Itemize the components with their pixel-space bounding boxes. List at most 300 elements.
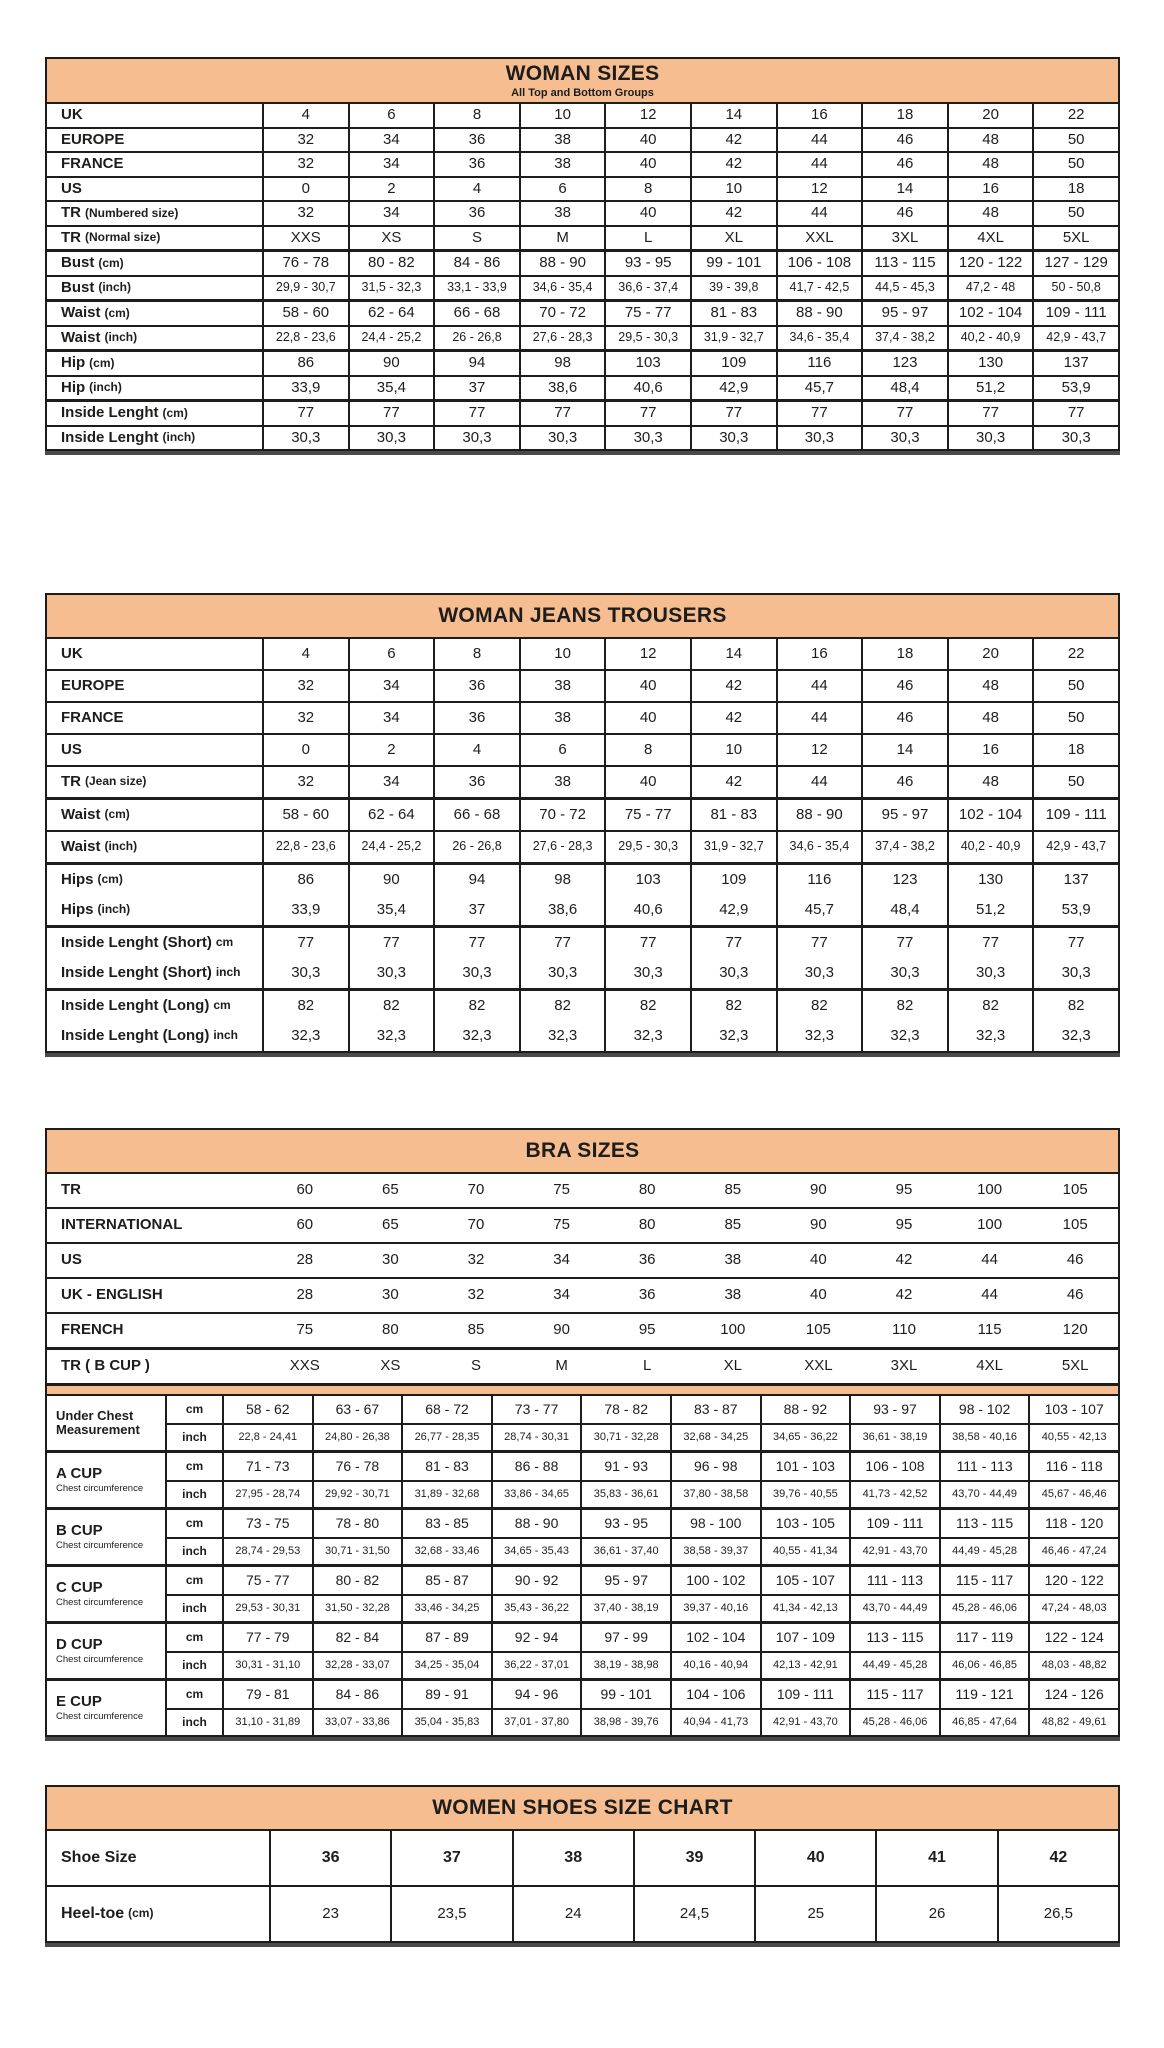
size-cell: 116 (776, 352, 862, 375)
size-cell: 50 (1032, 129, 1118, 152)
size-cell: 36 (638, 1286, 656, 1304)
measurement-cell: 38,98 - 39,76 (580, 1708, 670, 1735)
size-cell: 27,6 - 28,3 (519, 832, 605, 862)
row-label-text: TR (61, 228, 81, 246)
size-cell: 38 (512, 1831, 633, 1885)
measurement-cell: 103 - 107 (1028, 1396, 1118, 1423)
measurement-cell: 78 - 82 (580, 1396, 670, 1423)
size-cell: 18 (1032, 178, 1118, 201)
size-cell: 50 (1032, 703, 1118, 733)
size-cell: 4XL (976, 1357, 1003, 1375)
measurement-cell: 87 - 89 (401, 1624, 491, 1651)
size-cell: 32,3 (690, 1021, 776, 1051)
size-cell: 38 (519, 153, 605, 176)
size-cell: 30 (382, 1286, 399, 1304)
size-cell: 109 (690, 352, 776, 375)
size-cell: 36 (433, 202, 519, 225)
size-cell: 48 (947, 703, 1033, 733)
row-label (47, 832, 262, 862)
size-cell: 77 (1032, 928, 1118, 958)
size-cell: 42 (690, 767, 776, 797)
measurement-cell: 97 - 99 (580, 1624, 670, 1651)
row-label-text: Bust (61, 278, 95, 296)
bra-cup-measurements (47, 1396, 1118, 1735)
size-cell: 106 - 108 (776, 252, 862, 275)
size-cell: 12 (604, 104, 690, 127)
size-cell: 77 (348, 402, 434, 425)
size-cell: 40 (604, 703, 690, 733)
size-cell: 28 (296, 1286, 314, 1304)
size-cell: 32,3 (433, 1021, 519, 1051)
size-cell: 39 (633, 1831, 754, 1885)
size-cell: 42 (690, 202, 776, 225)
measurement-cell: 46,46 - 47,24 (1028, 1537, 1118, 1564)
size-cell: 10 (519, 639, 605, 669)
bra-cup-group (47, 1450, 1118, 1507)
unit-label: inch (165, 1423, 222, 1450)
size-cell: 42 (690, 129, 776, 152)
measurement-cell: 33,46 - 34,25 (401, 1594, 491, 1621)
size-cell: 32,3 (262, 1021, 348, 1051)
row-label-unit: (cm) (104, 807, 130, 822)
size-cell: 77 (776, 928, 862, 958)
cup-label-subtext: Chest circumference (56, 1710, 144, 1722)
measurement-cell: 39,37 - 40,16 (670, 1594, 760, 1621)
size-cell: 30,3 (690, 958, 776, 988)
size-cell: 77 (604, 928, 690, 958)
row-label-text: Bust (61, 254, 95, 271)
size-cell: 70 (467, 1181, 485, 1199)
size-cell: 36 (433, 703, 519, 733)
measurement-cell: 42,13 - 42,91 (760, 1651, 850, 1678)
size-cell: 100 (977, 1181, 1003, 1199)
table-row (47, 925, 1118, 958)
size-cell: 95 - 97 (861, 800, 947, 830)
measurement-cell: 32,68 - 34,25 (670, 1423, 760, 1450)
size-cell: 22 (1032, 104, 1118, 127)
size-cell: 109 (690, 865, 776, 895)
row-label (47, 402, 262, 425)
row-label-unit: (cm) (162, 405, 188, 420)
size-cell: 27,6 - 28,3 (519, 327, 605, 350)
size-cell: 110 (892, 1321, 916, 1339)
size-cell: 47,2 - 48 (947, 277, 1033, 300)
size-cell: 12 (776, 178, 862, 201)
table-row (47, 988, 1118, 1021)
row-label (47, 1831, 269, 1885)
size-cell: 86 (262, 865, 348, 895)
cup-label-text: B CUP (56, 1522, 103, 1540)
row-label (47, 1887, 269, 1941)
size-cell: 66 - 68 (433, 800, 519, 830)
size-cell: 20 (947, 104, 1033, 127)
size-cell: 10 (690, 178, 776, 201)
size-cell: 60 (296, 1181, 314, 1199)
size-cell: 34 (553, 1286, 570, 1304)
table-row (47, 1831, 1118, 1885)
size-cell: 8 (433, 639, 519, 669)
size-cell: 37,4 - 38,2 (861, 832, 947, 862)
table-row (47, 399, 1118, 425)
size-cell: 77 (1032, 402, 1118, 425)
measurement-cell: 34,25 - 35,04 (401, 1651, 491, 1678)
table-row (47, 325, 1118, 350)
bra-cup-group (47, 1507, 1118, 1564)
measurement-cell: 102 - 104 (670, 1624, 760, 1651)
measurement-cell: 122 - 124 (1028, 1624, 1118, 1651)
size-cell: 34 (348, 671, 434, 701)
row-label-text: Waist (61, 328, 101, 346)
size-cell: 5XL (1061, 1357, 1089, 1375)
size-cell: 30,3 (519, 958, 605, 988)
row-label (47, 1314, 262, 1347)
size-cell: 50 (1032, 767, 1118, 797)
shoes-size-rows (47, 1831, 1118, 1941)
measurement-cell: 71 - 73 (222, 1453, 312, 1480)
row-label (47, 352, 262, 375)
measurement-cell: 34,65 - 36,22 (760, 1423, 850, 1450)
measurement-cell: 84 - 86 (312, 1681, 402, 1708)
size-cell: 38 (519, 129, 605, 152)
measurement-cell: 39,76 - 40,55 (760, 1480, 850, 1507)
size-cell: 42 (690, 671, 776, 701)
size-cell: 77 (604, 402, 690, 425)
measurement-cell: 28,74 - 30,31 (491, 1423, 581, 1450)
measurement-cell: 75 - 77 (222, 1567, 312, 1594)
size-cell: 90 (348, 865, 434, 895)
measurement-cell: 29,53 - 30,31 (222, 1594, 312, 1621)
row-label (47, 327, 262, 350)
size-cell: 34,6 - 35,4 (776, 327, 862, 350)
table-row (47, 225, 1118, 250)
measurement-cell: 30,71 - 32,28 (580, 1423, 670, 1450)
row-label-text: Hip (61, 354, 86, 371)
cup-label (47, 1510, 165, 1564)
measurement-cell: 44,49 - 45,28 (939, 1537, 1029, 1564)
size-cell: 123 (861, 865, 947, 895)
row-label-text: Waist (61, 304, 101, 321)
size-cell: 77 (861, 402, 947, 425)
table-row (47, 830, 1118, 862)
measurement-cell: 33,86 - 34,65 (491, 1480, 581, 1507)
measurement-cell: 26,77 - 28,35 (401, 1423, 491, 1450)
size-cell: 35,4 (348, 895, 434, 925)
size-cell: 32 (262, 703, 348, 733)
row-label-text: Waist (61, 805, 101, 823)
size-cell: 103 (604, 865, 690, 895)
measurement-cell: 44,49 - 45,28 (849, 1651, 939, 1678)
size-cell: 46 (1066, 1286, 1084, 1304)
row-label (47, 991, 262, 1021)
size-cell: 60 (296, 1216, 314, 1234)
size-cell: 50 - 50,8 (1032, 277, 1118, 300)
row-label (47, 104, 262, 127)
row-label-unit: (cm) (97, 872, 123, 887)
size-cell: 109 - 111 (1032, 800, 1118, 830)
size-cell: 30,3 (262, 427, 348, 450)
size-cell: 98 (519, 352, 605, 375)
size-cell: 48 (947, 202, 1033, 225)
size-cell: 26 - 26,8 (433, 327, 519, 350)
cup-label-text: E CUP (56, 1693, 102, 1711)
size-cell: 32 (262, 671, 348, 701)
size-cell: 53,9 (1032, 377, 1118, 400)
unit-label: cm (165, 1624, 222, 1651)
size-cell: 37,4 - 38,2 (861, 327, 947, 350)
size-cell: 77 (519, 928, 605, 958)
size-cell: 30,3 (519, 427, 605, 450)
size-cell: 40 (810, 1286, 827, 1304)
unit-label: inch (165, 1537, 222, 1564)
size-cell: 120 (1062, 1321, 1088, 1339)
size-cell: 40 (810, 1251, 827, 1269)
size-cell: 41,7 - 42,5 (776, 277, 862, 300)
measurement-cell: 96 - 98 (670, 1453, 760, 1480)
table-row (47, 1021, 1118, 1051)
row-label-text: Inside Lenght (61, 404, 159, 421)
measurement-cell: 117 - 119 (939, 1624, 1029, 1651)
row-label (47, 302, 262, 325)
size-cell: 38 (519, 202, 605, 225)
size-cell: 44 (776, 153, 862, 176)
size-cell: 18 (861, 104, 947, 127)
size-cell: 29,9 - 30,7 (262, 277, 348, 300)
size-cell: 30,3 (348, 958, 434, 988)
size-cell: 82 (947, 991, 1033, 1021)
size-cell: 77 (262, 402, 348, 425)
measurement-cell: 88 - 90 (491, 1510, 581, 1537)
measurement-cell: 46,06 - 46,85 (939, 1651, 1029, 1678)
size-cell: 62 - 64 (348, 302, 434, 325)
size-cell: 36 (433, 129, 519, 152)
size-cell: 31,9 - 32,7 (690, 832, 776, 862)
size-cell: 44 (776, 202, 862, 225)
woman-sizes-title: WOMAN SIZES (505, 62, 660, 85)
size-cell: 23 (269, 1887, 390, 1941)
size-cell: 40,6 (604, 377, 690, 400)
size-cell: 38 (724, 1286, 742, 1304)
bra-conversion-rows (47, 1174, 1118, 1383)
size-cell: 36 (433, 671, 519, 701)
unit-label: inch (165, 1708, 222, 1735)
size-cell: 42,9 (690, 377, 776, 400)
size-cell: 42 (690, 153, 776, 176)
table-row (47, 895, 1118, 925)
size-cell: 37 (390, 1831, 511, 1885)
size-cell: 38,6 (519, 377, 605, 400)
unit-label: inch (165, 1594, 222, 1621)
size-cell: 77 (348, 928, 434, 958)
size-cell: 40,2 - 40,9 (947, 832, 1033, 862)
size-cell: 14 (861, 178, 947, 201)
measurement-cell: 48,82 - 49,61 (1028, 1708, 1118, 1735)
size-cell: 34 (348, 767, 434, 797)
measurement-cell: 32,68 - 33,46 (401, 1537, 491, 1564)
measurement-cell: 79 - 81 (222, 1681, 312, 1708)
size-cell: 31,9 - 32,7 (690, 327, 776, 350)
row-label (47, 958, 262, 988)
size-cell: 16 (947, 178, 1033, 201)
measurement-cell: 45,28 - 46,06 (939, 1594, 1029, 1621)
size-cell: 50 (1032, 671, 1118, 701)
size-cell: XXS (262, 227, 348, 250)
measurement-cell: 41,34 - 42,13 (760, 1594, 850, 1621)
row-label-unit: (inch) (89, 380, 122, 395)
table-row (47, 425, 1118, 450)
size-cell: 95 (638, 1321, 656, 1339)
jeans-trousers-title: WOMAN JEANS TROUSERS (438, 604, 727, 627)
size-cell: 77 (861, 928, 947, 958)
measurement-cell: 89 - 91 (401, 1681, 491, 1708)
size-cell: 31,5 - 32,3 (348, 277, 434, 300)
measurement-cell: 118 - 120 (1028, 1510, 1118, 1537)
measurement-cell: 38,58 - 40,16 (939, 1423, 1029, 1450)
size-cell: 6 (348, 639, 434, 669)
size-cell: L (604, 227, 690, 250)
size-cell: 0 (262, 735, 348, 765)
size-cell: 82 (690, 991, 776, 1021)
size-cell: 42,9 (690, 895, 776, 925)
row-label-text: EUROPE (61, 130, 125, 148)
measurement-cell: 37,40 - 38,19 (580, 1594, 670, 1621)
table-row (47, 151, 1118, 176)
cup-label-subtext: Chest circumference (56, 1482, 144, 1494)
size-cell: 3XL (890, 1357, 918, 1375)
size-cell: 40 (604, 767, 690, 797)
size-cell: 33,9 (262, 377, 348, 400)
size-cell: 34 (348, 202, 434, 225)
cup-label-text: C CUP (56, 1579, 103, 1597)
size-cell: 30,3 (947, 958, 1033, 988)
measurement-cell: 34,65 - 35,43 (491, 1537, 581, 1564)
bra-cup-group (47, 1678, 1118, 1735)
size-cell: XXS (289, 1357, 320, 1375)
size-cell: 10 (519, 104, 605, 127)
row-label-text: INTERNATIONAL (61, 1216, 183, 1234)
size-cell: 33,9 (262, 895, 348, 925)
size-cell: 30,3 (433, 958, 519, 988)
measurement-cell: 80 - 82 (312, 1567, 402, 1594)
size-cell: 77 (519, 402, 605, 425)
size-cell: 40 (754, 1831, 875, 1885)
size-cell: 34,6 - 35,4 (776, 832, 862, 862)
size-cell: 42 (895, 1286, 913, 1304)
row-label-unit: (cm) (98, 255, 124, 270)
cup-label-text: D CUP (56, 1636, 103, 1654)
size-cell: 109 - 111 (1032, 302, 1118, 325)
size-cell: 32,3 (947, 1021, 1033, 1051)
shoes-size-title: WOMEN SHOES SIZE CHART (432, 1796, 733, 1819)
measurement-cell: 36,61 - 37,40 (580, 1537, 670, 1564)
size-cell: 12 (604, 639, 690, 669)
table-row (47, 127, 1118, 152)
size-cell: 44 (776, 129, 862, 152)
size-cell: 70 - 72 (519, 800, 605, 830)
measurement-cell: 30,31 - 31,10 (222, 1651, 312, 1678)
size-cell: 100 (720, 1321, 746, 1339)
cup-label (47, 1453, 165, 1507)
measurement-cell: 42,91 - 43,70 (760, 1708, 850, 1735)
measurement-cell: 76 - 78 (312, 1453, 402, 1480)
measurement-cell: 33,07 - 33,86 (312, 1708, 402, 1735)
size-cell: 88 - 90 (776, 302, 862, 325)
size-cell: 95 (895, 1216, 913, 1234)
measurement-cell: 35,04 - 35,83 (401, 1708, 491, 1735)
table-row (47, 375, 1118, 400)
size-cell: 105 (1062, 1216, 1088, 1234)
size-cell: 116 (776, 865, 862, 895)
table-row (47, 275, 1118, 300)
table-row (47, 349, 1118, 375)
unit-label: cm (165, 1510, 222, 1537)
row-label-text: Hips (61, 900, 94, 918)
row-label-unit: inch (215, 965, 241, 980)
size-cell: 30,3 (947, 427, 1033, 450)
row-label-unit: (Jean size) (85, 774, 147, 789)
size-cell: 22,8 - 23,6 (262, 327, 348, 350)
measurement-cell: 104 - 106 (670, 1681, 760, 1708)
size-cell: 42,9 - 43,7 (1032, 832, 1118, 862)
size-cell: 81 - 83 (690, 302, 776, 325)
row-label-unit: inch (213, 1028, 238, 1043)
size-cell: 48 (947, 153, 1033, 176)
row-label (47, 1209, 262, 1242)
measurement-cell: 31,89 - 32,68 (401, 1480, 491, 1507)
size-cell: 76 - 78 (262, 252, 348, 275)
row-label (47, 1279, 262, 1312)
measurement-cell: 47,24 - 48,03 (1028, 1594, 1118, 1621)
table-row (47, 1312, 1118, 1347)
row-label (47, 1244, 262, 1277)
size-cell: XL (690, 227, 776, 250)
measurement-cell: 115 - 117 (939, 1567, 1029, 1594)
size-cell: 32,3 (861, 1021, 947, 1051)
size-cell: 46 (861, 703, 947, 733)
size-cell: 70 - 72 (519, 302, 605, 325)
size-cell: 81 - 83 (690, 800, 776, 830)
measurement-cell: 24,80 - 26,38 (312, 1423, 402, 1450)
table-row (47, 733, 1118, 765)
size-cell: 65 (382, 1181, 399, 1199)
size-cell: 14 (861, 735, 947, 765)
size-cell: 84 - 86 (433, 252, 519, 275)
size-cell: XS (348, 227, 434, 250)
size-cell: 4 (262, 104, 348, 127)
size-cell: 94 (433, 865, 519, 895)
measurement-cell: 83 - 85 (401, 1510, 491, 1537)
table-row (47, 299, 1118, 325)
row-label-unit: (inch) (104, 330, 138, 345)
size-cell: 80 - 82 (348, 252, 434, 275)
measurement-cell: 124 - 126 (1028, 1681, 1118, 1708)
measurement-cell: 30,71 - 31,50 (312, 1537, 402, 1564)
measurement-cell: 103 - 105 (760, 1510, 850, 1537)
size-cell: S (470, 1357, 481, 1375)
cup-label (47, 1624, 165, 1678)
size-cell: 4XL (947, 227, 1033, 250)
size-cell: 40 (604, 153, 690, 176)
unit-label: cm (165, 1453, 222, 1480)
unit-label: inch (165, 1651, 222, 1678)
size-cell: 34 (348, 703, 434, 733)
size-cell: 66 - 68 (433, 302, 519, 325)
size-cell: 30,3 (690, 427, 776, 450)
measurement-cell: 38,58 - 39,37 (670, 1537, 760, 1564)
size-cell: 30,3 (1032, 958, 1118, 988)
size-cell: 70 (467, 1216, 485, 1234)
size-cell: 48 (947, 671, 1033, 701)
size-cell: 18 (1032, 735, 1118, 765)
